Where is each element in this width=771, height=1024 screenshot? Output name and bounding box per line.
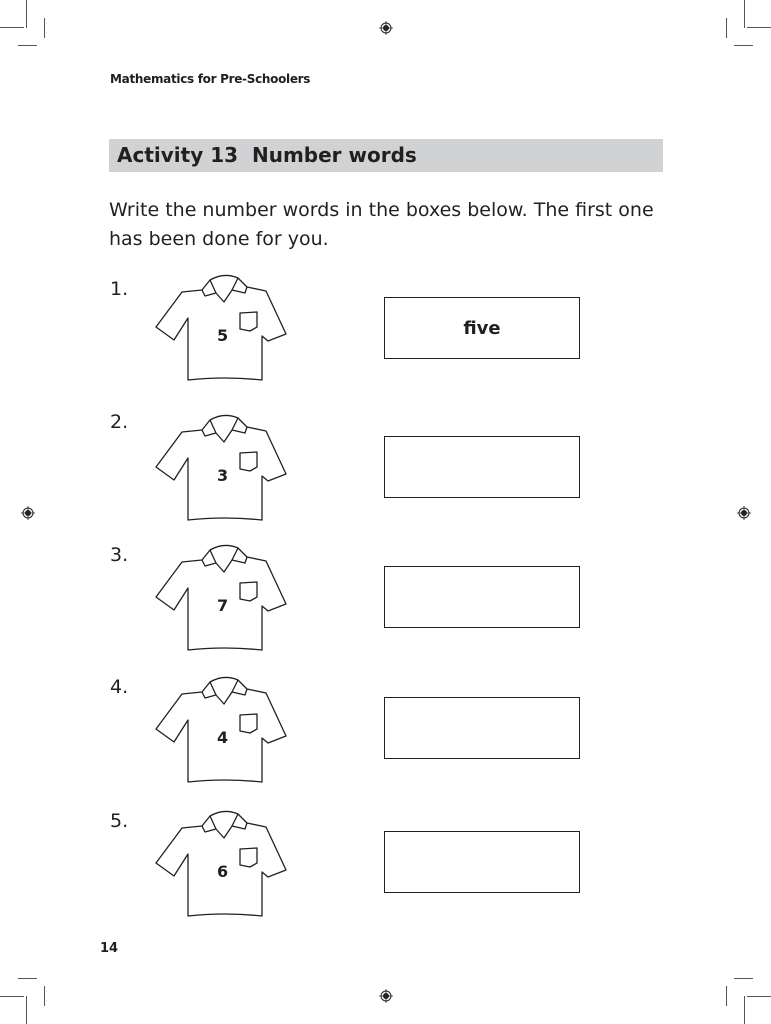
page-number: 14 — [100, 941, 119, 956]
shirt-icon — [140, 530, 300, 660]
crop-mark — [744, 0, 745, 28]
crop-mark — [0, 996, 24, 997]
answer-box[interactable] — [384, 831, 580, 893]
crop-mark — [726, 18, 727, 38]
crop-mark — [18, 978, 37, 979]
crop-mark — [744, 996, 745, 1024]
item-number: 5. — [110, 810, 129, 832]
shirt-icon — [140, 796, 300, 926]
crop-mark — [26, 996, 27, 1024]
registration-mark-icon — [21, 506, 35, 520]
crop-mark — [734, 45, 753, 46]
answer-box[interactable] — [384, 566, 580, 628]
crop-mark — [26, 0, 27, 28]
crop-mark — [44, 986, 45, 1006]
item-number: 1. — [110, 278, 129, 300]
crop-mark — [747, 996, 771, 997]
running-header: Mathematics for Pre-Schoolers — [110, 72, 311, 86]
shirt-number: 5 — [217, 326, 229, 345]
shirt-picture — [140, 260, 300, 390]
answer-box[interactable] — [384, 436, 580, 498]
shirt-icon — [140, 260, 300, 390]
shirt-icon — [140, 662, 300, 792]
shirt-number: 7 — [217, 596, 229, 615]
item-number: 4. — [110, 676, 129, 698]
registration-mark-icon — [379, 989, 393, 1003]
shirt-picture — [140, 400, 300, 530]
activity-title-bar — [109, 139, 663, 172]
shirt-number: 6 — [217, 862, 229, 881]
shirt-icon — [140, 400, 300, 530]
crop-mark — [44, 18, 45, 38]
shirt-number: 4 — [217, 728, 229, 747]
activity-title: Activity 13 Number words — [117, 143, 417, 167]
crop-mark — [734, 978, 753, 979]
answer-box[interactable]: five — [384, 297, 580, 359]
registration-mark-icon — [379, 21, 393, 35]
crop-mark — [726, 986, 727, 1006]
shirt-picture — [140, 662, 300, 792]
shirt-picture — [140, 796, 300, 926]
instructions: Write the number words in the boxes below. The first one has been done for you. — [109, 199, 654, 250]
shirt-picture — [140, 530, 300, 660]
crop-mark — [18, 45, 37, 46]
registration-mark-icon — [737, 506, 751, 520]
answer-box[interactable] — [384, 697, 580, 759]
crop-mark — [747, 27, 771, 28]
item-number: 2. — [110, 411, 129, 433]
crop-mark — [0, 27, 24, 28]
item-number: 3. — [110, 544, 129, 566]
shirt-number: 3 — [217, 466, 229, 485]
